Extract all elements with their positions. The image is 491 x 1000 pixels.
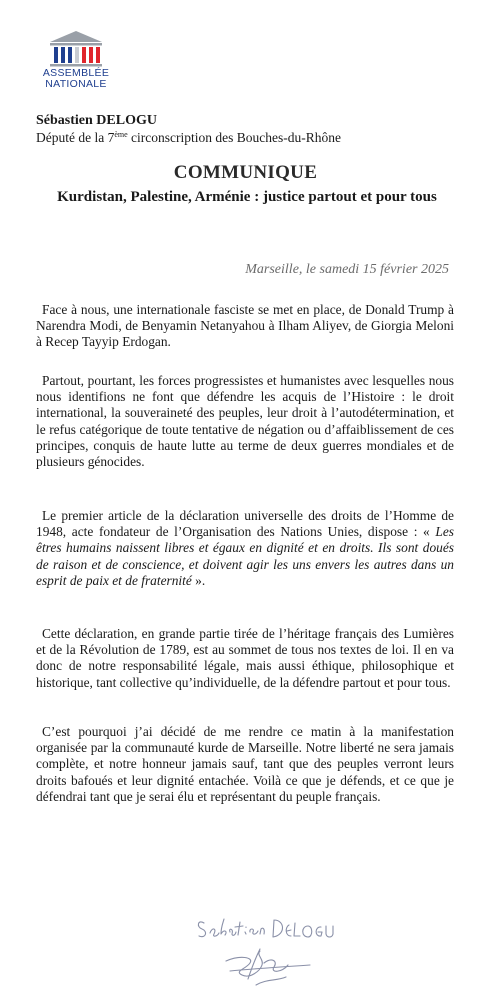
assemblee-nationale-logo (35, 28, 117, 90)
author-role: Député de la 7ème circonscription des Bouches-du-Rhône (36, 130, 341, 145)
page-subtitle: Kurdistan, Palestine, Arménie : justice partout et pour tous (57, 189, 437, 205)
paragraph-5: C’est pourquoi j’ai décidé de me rendre ce matin à la manifestation organisée par la communauté kurde de Marseille. Notre liberté ne sera jamais complète, et notre honneur jamais sauf, tant que des peuples verront leurs droits bafoués et leur dignité entachée. Voilà ce que je défends, et ce que je défendrai tant que je serai élu et représentant du peuple français. (36, 724, 454, 804)
logo-line-2: NATIONALE (45, 78, 107, 90)
paragraph-1: Face à nous, une internationale fasciste se met en place, de Donald Trump à Narendra Modi, de Benyamin Netanyahou à Ilham Aliyev, de Giorgia Meloni à Recep Tayyip Erdogan. (36, 302, 454, 350)
paragraph-3: Le premier article de la déclaration universelle des droits de l’Homme de 1948, acte fondateur de l’Organisation des Nations Unies, dispose : « Les êtres humains naissent libres et égaux en dignité et en droits. Ils sont doués de raison et de conscience, et doivent agir les uns envers les autres dans un esprit de paix et de fraternité ». (36, 508, 454, 588)
handwritten-signature (190, 905, 350, 990)
paragraph-4: Cette déclaration, en grande partie tirée de l’héritage français des Lumières et de la Révolution de 1789, est au sommet de tous nos textes de loi. Il en va donc de notre responsabilité légale, mais aussi éthique, philosophique et historique, tant collective qu’individuelle, de la défendre partout et pour tous. (36, 626, 454, 690)
declaration-quote: Les êtres humains naissent libres et égaux en dignité et en droits. Ils sont doués de raison et de conscience, et doivent agir les uns envers les autres dans un esprit de paix et de fraternité (36, 524, 454, 588)
page-title: COMMUNIQUE (173, 162, 318, 183)
dateline: Marseille, le samedi 15 février 2025 (245, 262, 449, 277)
paragraph-2: Partout, pourtant, les forces progressistes et humanistes avec lesquelles nous nous identifions ne font que défendre les acquis de l’Histoire : le droit international, la souveraineté des peuples, leur droit à l’autodétermination, et le refus catégorique de toute tentative de négation ou d’affaiblissement de ces principes, conquis de haute lutte au terme de deux guerres mondiales et de plusieurs génocides. (36, 373, 454, 470)
author-name: Sébastien DELOGU (36, 113, 157, 128)
hemicycle-icon (44, 28, 108, 68)
logo-line-1: ASSEMBLÉE (42, 67, 110, 79)
